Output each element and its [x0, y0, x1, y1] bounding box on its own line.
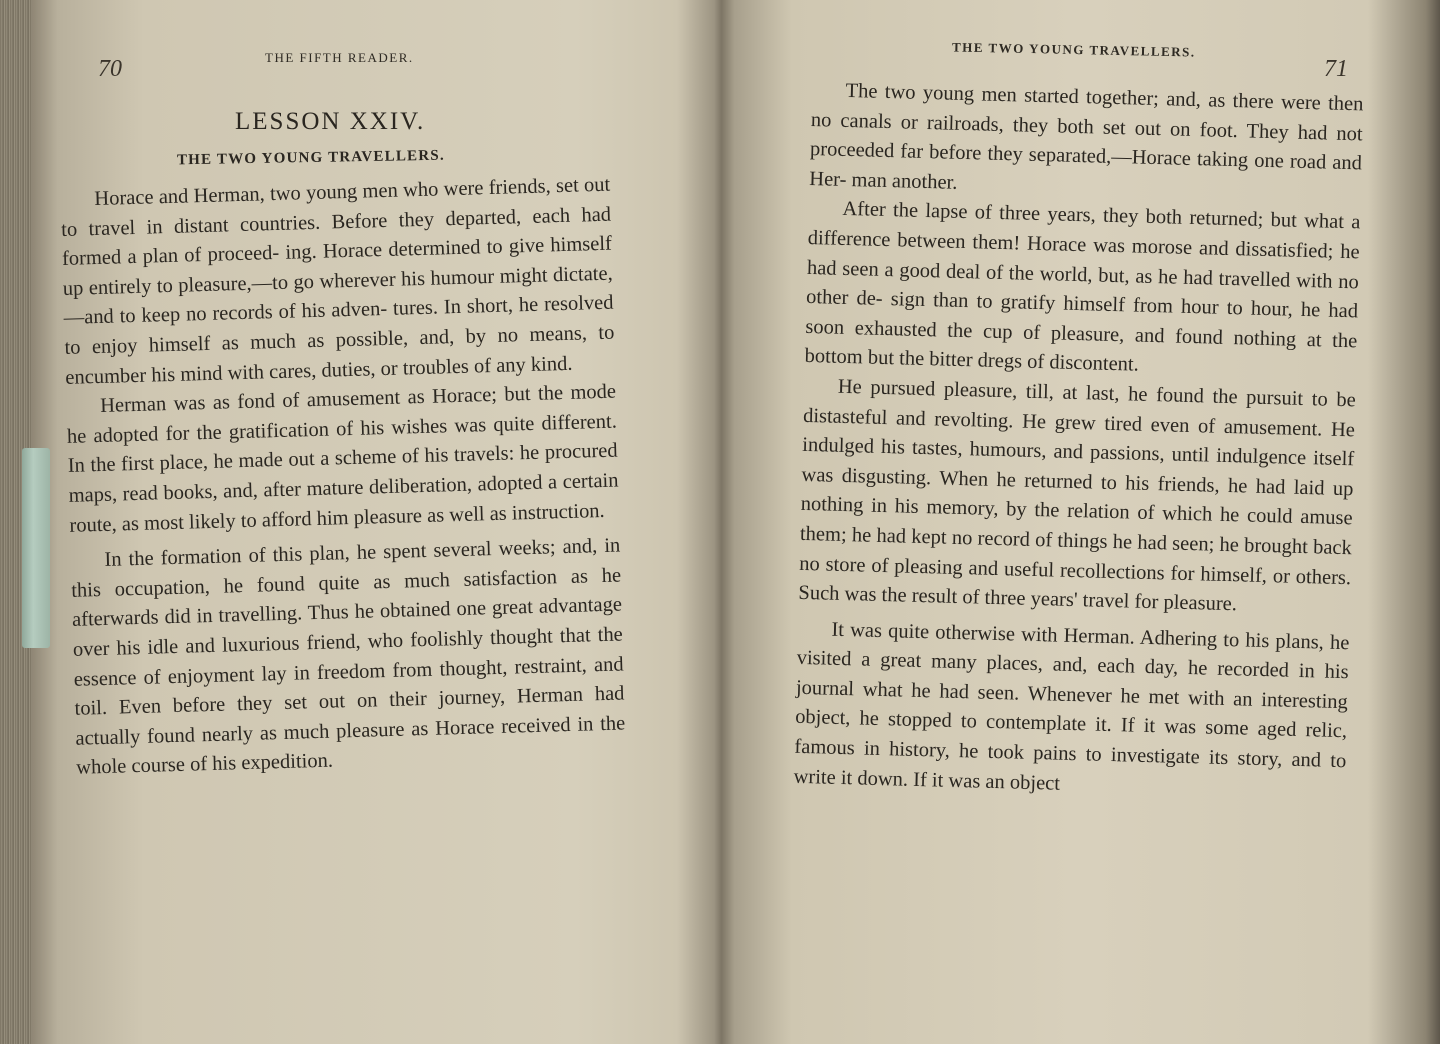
- body-text: [60, 171, 626, 784]
- paragraph: In the formation of this plan, he spent several weeks; and, in this occupation, he found quite as much satisfaction as he afterwards did in travelling. Thus he obtained one great advantage over his idle and luxurious friend, who foolishly thought that the essence of enjoyment lay in freedom from thought, restraint, and toil. Even before they set out on their journey, Herman had actually found nearly as much pleasure as Horace received in the whole course of his expedition.: [70, 534, 626, 780]
- lesson-title: LESSON XXIV.: [235, 108, 426, 135]
- paragraph: It was quite otherwise with Herman. Adhering to his plans, he visited a great many places, and, each day, he recorded in his journal what he had seen. Whenever he met with an interesting object, he stopped to contemplate it. If it was some aged relic, famous in history, he took pains to investigate its story, and to write it down. If it was an object: [793, 618, 1350, 795]
- page-number: 70: [98, 56, 122, 82]
- paragraph: Herman was as fond of amusement as Horace; but the mode he adopted for the gratification of his wishes was quite different. In the first place, he made out a scheme of his travels: he procured maps, read books, and, after mature deliberation, adopted a certain route, as most likely to afford him pleasure as well as instruction.: [66, 380, 619, 537]
- running-head: THE FIFTH READER.: [265, 50, 414, 65]
- paragraph: After the lapse of three years, they both returned; but what a difference between them! Horace was morose and dissatisfied; he had seen a good deal of the world, but, as he had travelled with no other de- sign than to gratify himself from hour to hour, he had soon exhausted the cup of pleasure, and found nothing at the bottom but the bitter dregs of discontent.: [804, 198, 1361, 376]
- running-head: THE TWO YOUNG TRAVELLERS.: [951, 39, 1196, 60]
- paragraph: He pursued pleasure, till, at last, he found the pursuit to be distasteful and revolting. He grew tired even of amusement. He indulged his tastes, humours, and passions, until indulgence itself was disgusting. When he returned to his friends, he had laid up nothing in his memory, by the relation of which he could amuse them; he had kept no record of things he had seen; he brought back no store of pleasing and useful recollections for himself, or others. Such was the result of three years' travel for pleasure.: [798, 375, 1356, 616]
- paragraph: The two young men started together; and, as there were then no canals or railroads, they both set out on foot. They had not proceeded far before they separated,—Horace taking one road and Her- man another.: [809, 79, 1364, 194]
- right-page: [730, 0, 1430, 1044]
- paragraph: Horace and Herman, two young men who were friends, set out to travel in distant countries. Before they departed, each had formed a plan of proceed- ing. Horace determined to give himself up entirely to pleasure,—to go wherever his humour might dictate,—and to keep no records of his adven- tures. In short, he resolved to enjoy himself as much as possible, and, by no means, to encumber his mind with cares, duties, or troubles of any kind.: [60, 173, 615, 389]
- lesson-subtitle: THE TWO YOUNG TRAVELLERS.: [176, 147, 445, 169]
- left-page: [40, 0, 720, 1044]
- body-text: [793, 76, 1364, 806]
- page-number: 71: [1324, 56, 1348, 82]
